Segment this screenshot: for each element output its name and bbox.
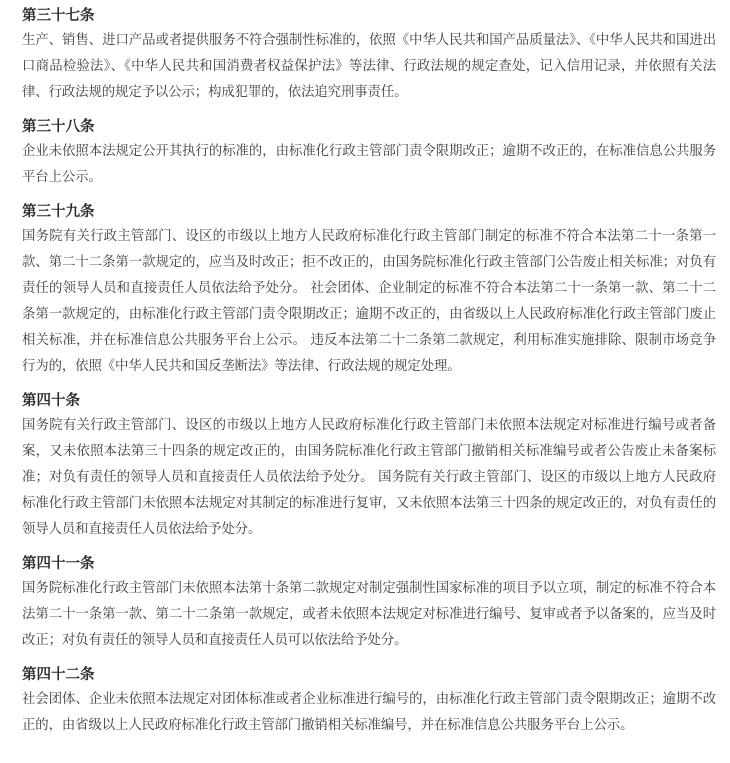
article-body: 生产、销售、进口产品或者提供服务不符合强制性标准的，依照《中华人民共和国产品质量法》、《中华人民共和国进出口商品检验法》、《中华人民共和国消费者权益保护法》等法律、行政法规的规定查处，记入信用记录，并依照有关法律、行政法规的规定予以公示；构成犯罪的，依法追究刑事责任。 (22, 33, 716, 100)
article-body: 国务院有关行政主管部门、设区的市级以上地方人民政府标准化行政主管部门制定的标准不符合本法第二十一条第一款、第二十二条第一款规定的，应当及时改正；拒不改正的，由国务院标准化行政主管部门公告废止相关标准；对负有责任的领导人员和直接责任人员依法给予处分。 社会团体、企业制定的标准不符合本法第二十一条第一款、第二十二条第一款规定的，由标准化行政主管部门责令限期改正；逾期不改正的，由省级以上人民政府标准化行政主管部门废止相关标准，并在标准信息公共服务平台上公示。 违反本法第二十二条第二款规定，利用标准实施排除、限制市场竞争行为的，依照《中华人民共和国反垄断法》等法律、行政法规的规定处理。 (22, 229, 716, 374)
article-body: 企业未依照本法规定公开其执行的标准的，由标准化行政主管部门责令限期改正；逾期不改正的，在标准信息公共服务平台上公示。 (22, 144, 716, 185)
article-39 (22, 200, 716, 380)
article-title: 第四十二条 (22, 667, 95, 683)
article-38 (22, 115, 716, 191)
article-title: 第四十条 (22, 393, 80, 409)
article-37 (22, 4, 716, 106)
article-title: 第四十一条 (22, 556, 95, 572)
article-body: 社会团体、企业未依照本法规定对团体标准或者企业标准进行编号的，由标准化行政主管部门责令限期改正；逾期不改正的，由省级以上人民政府标准化行政主管部门撤销相关标准编号，并在标准信息公共服务平台上公示。 (22, 692, 716, 733)
article-42 (22, 663, 716, 739)
article-41 (22, 552, 716, 654)
article-title: 第三十八条 (22, 119, 95, 135)
article-title: 第三十七条 (22, 8, 95, 24)
article-title: 第三十九条 (22, 204, 95, 220)
article-40 (22, 389, 716, 543)
article-body: 国务院有关行政主管部门、设区的市级以上地方人民政府标准化行政主管部门未依照本法规定对标准进行编号或者备案，又未依照本法第三十四条的规定改正的，由国务院标准化行政主管部门撤销相关标准编号或者公告废止未备案标准；对负有责任的领导人员和直接责任人员依法给予处分。 国务院有关行政主管部门、设区的市级以上地方人民政府标准化行政主管部门未依照本法规定对其制定的标准进行复审，又未依照本法第三十四条的规定改正的，对负有责任的领导人员和直接责任人员依法给予处分。 (22, 418, 716, 537)
article-body: 国务院标准化行政主管部门未依照本法第十条第二款规定对制定强制性国家标准的项目予以立项，制定的标准不符合本法第二十一条第一款、第二十二条第一款规定，或者未依照本法规定对标准进行编号、复审或者予以备案的，应当及时改正；对负有责任的领导人员和直接责任人员可以依法给予处分。 (22, 581, 716, 648)
